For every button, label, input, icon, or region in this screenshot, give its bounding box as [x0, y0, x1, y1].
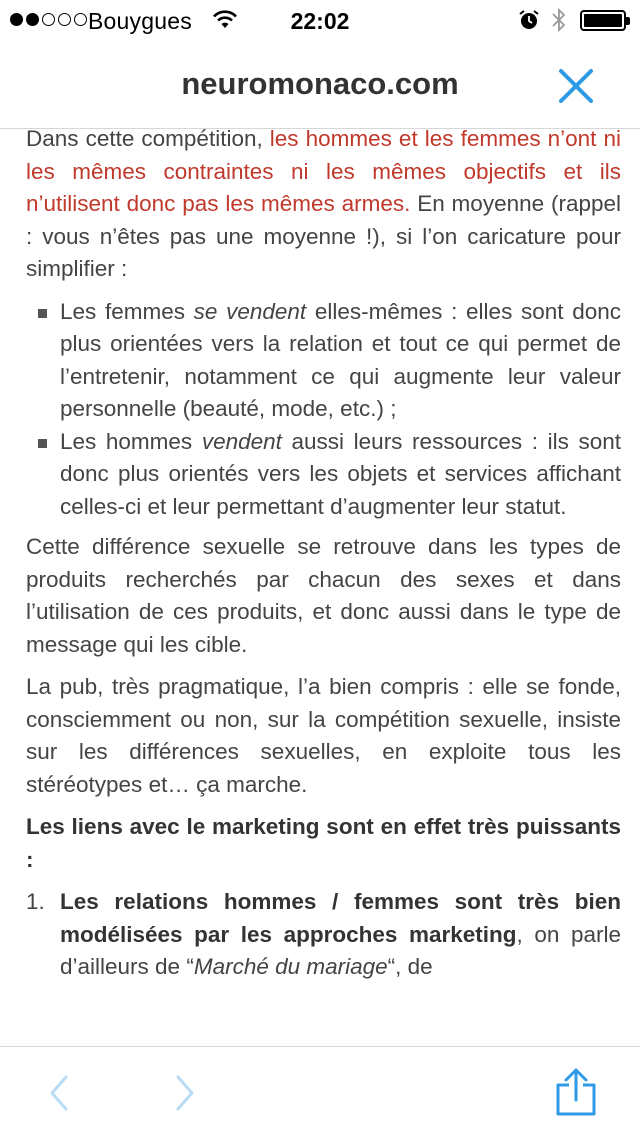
- intro-paragraph: [26, 128, 621, 286]
- bullet-text: Les hommes: [60, 428, 202, 454]
- numbered-list: [26, 886, 621, 984]
- bullet-emphasis: vendent: [201, 428, 282, 454]
- list-item: [26, 296, 621, 426]
- chevron-right-icon[interactable]: [170, 1073, 200, 1113]
- intro-text-end: En moyenne (rappel : vous n’êtes pas une moyenne !), si l’on caricature pour simplifier :: [26, 191, 621, 281]
- battery-icon: [580, 10, 626, 31]
- bullet-text: elles-mêmes : elles sont donc plus orientées vers la relation et tout ce qui permet de l’entretenir, notamment ce qui augmente leur valeur personnelle (beauté, mode, etc.) ;: [60, 298, 622, 421]
- list-item: [26, 886, 621, 984]
- chevron-left-icon[interactable]: [44, 1073, 74, 1113]
- close-icon[interactable]: [556, 66, 596, 106]
- bullet-emphasis: se vendent: [193, 298, 307, 324]
- list-item-text: “, de: [387, 954, 433, 979]
- section-heading: Les liens avec le marketing sont en effet très puissants :: [26, 814, 621, 872]
- status-time: 22:02: [290, 8, 350, 34]
- share-icon[interactable]: [552, 1067, 600, 1117]
- list-item-bold: Les relations hommes / femmes sont très bien modélisées par les approches marketing: [60, 889, 621, 947]
- intro-highlight: les hommes et les femmes n’ont ni les mêmes contraintes ni les mêmes objectifs et ils n’utilisent donc pas les mêmes armes.: [26, 128, 621, 216]
- page-url[interactable]: neuromonaco.com: [181, 66, 459, 101]
- intro-text: Dans cette compétition,: [26, 128, 270, 151]
- paragraph: Cette différence sexuelle se retrouve dans les types de produits recherchés par chacun des sexes et dans l’utilisation de ces produits, et donc aussi dans le type de message qui les cible.: [26, 534, 621, 657]
- bluetooth-icon: [551, 7, 567, 33]
- list-item-text: , on parle d’ailleurs de “: [60, 921, 621, 979]
- carrier-name: Bouygues: [88, 8, 192, 34]
- bullet-text: aussi leurs ressources : ils sont donc plus orientés vers les objets et services affichant celles-ci et leur permettant d’augmenter leur statut.: [60, 428, 621, 519]
- alarm-icon: [518, 9, 540, 31]
- bullet-list: [26, 296, 621, 524]
- article-content[interactable]: [0, 128, 640, 1046]
- list-item-emphasis: Marché du mariage: [193, 954, 388, 979]
- bullet-text: Les femmes: [60, 298, 194, 324]
- paragraph: La pub, très pragmatique, l’a bien compris : elle se fonde, consciemment ou non, sur la compétition sexuelle, insiste sur les différences sexuelles, en exploite tous les stéréotypes et… ça marche.: [26, 674, 621, 797]
- bottom-toolbar: [0, 1046, 640, 1136]
- status-bar: [0, 0, 640, 40]
- list-item: [26, 426, 621, 524]
- browser-header: [0, 40, 640, 128]
- list-number: 1.: [26, 889, 45, 914]
